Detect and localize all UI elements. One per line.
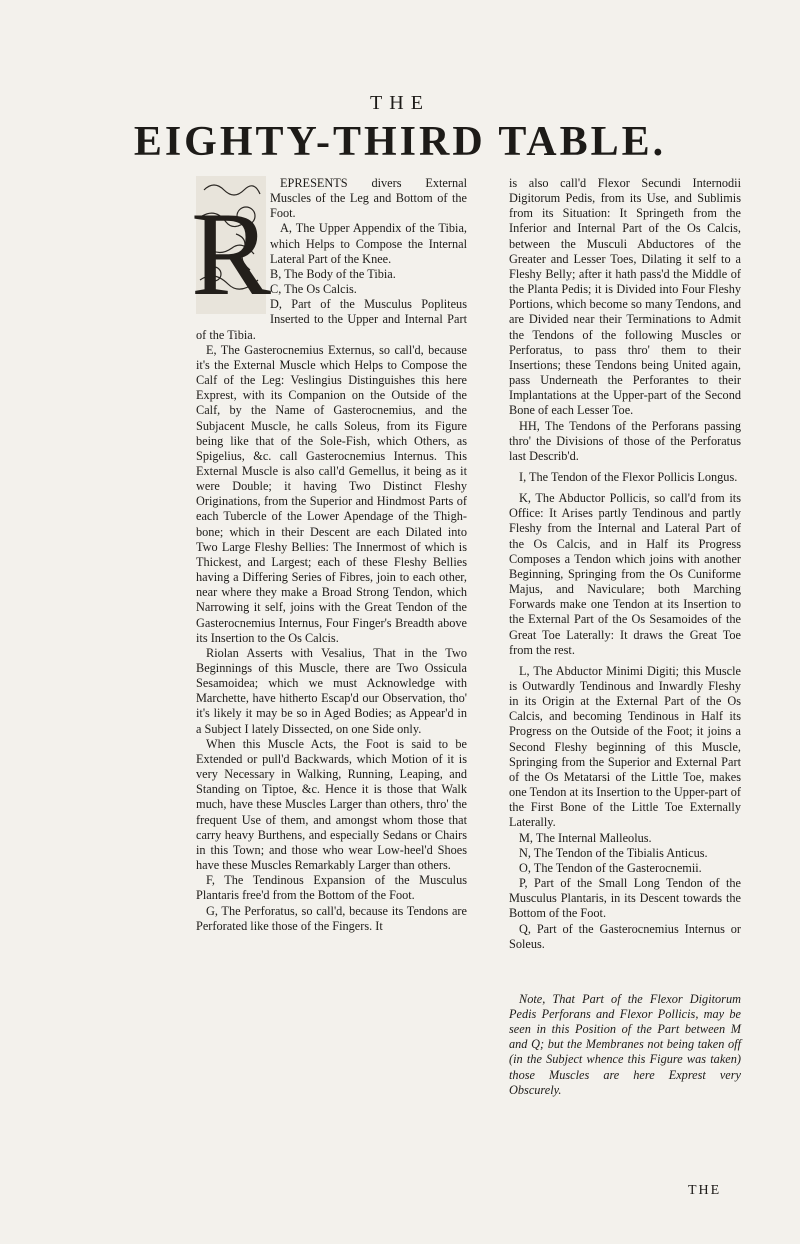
note-paragraph: Note, That Part of the Flexor Digitorum Pedis Perforans and Flexor Pollicis, may be seen in this Position of the Part between M and Q; but the Membranes not being taken off (in the Subject whence this Figure was taken) those Muscles are here Exprest very Obscurely.	[509, 991, 741, 1097]
paragraph: L, The Abductor Minimi Digiti; this Muscle is Outwardly Tendinous and Inwardly Fleshy in its Origin at the External Part of the Os Calcis, and becoming Tendinous in Half its Progress on the Outside of the Foot; it joins a Second Fleshy beginning of this Muscle, Springing from the Superior and External Part of the Os Metatarsi of the Little Toe, makes one Tendon at its Insertion to the Upper-part of the First Bone of the Little Toe Externally Laterally.	[509, 663, 741, 830]
paragraph: N, The Tendon of the Tibialis Anticus.	[519, 845, 708, 860]
paragraph: K, The Abductor Pollicis, so call'd from its Office: It Arises partly Tendinous and partly Fleshy from the Internal and Lateral Part of the Os Calcis, and in Half its Progress Composes a Tendon which joins with another Beginning, Springing from the Os Cuniforme Majus, and Naviculare; both Marching Forwards make one Tendon at its Insertion to the External Part of the Os Sesamoides of the Great Toe Laterally: It draws the Great Toe from the rest.	[509, 491, 741, 657]
paragraph: HH, The Tendons of the Perforans passing thro' the Divisions of those of the Perforatus last Describ'd.	[509, 418, 741, 463]
paragraph: C, The Os Calcis.	[270, 282, 357, 297]
paragraph: E, The Gasterocnemius Externus, so call'd, because it's the External Muscle which Helps to Compose the Calf of the Leg: Veslingius Distinguishes this here Exprest, with its Companion on the Outside of the Calf, by the Name of Gasterocnemius, and the Subjacent Muscle, he calls Soleus, from its Figure being like that of the Sole-Fish, which Others, as Spigelius, &c. call Gasterocnemius Internus. This External Muscle is also call'd Gemellus, it being as it were Double; it having Two Distinct Fleshy Originations, from the Superior and Hindmost Parts of each Tubercle of the Lower Apendage of the Thigh-bone; which in their Descent are each Dilated into Two Large Fleshy Bellies: The Innermost of which is Thickest, and Largest; each of these Fleshy Bellies having a Differing Series of Fibres, join to each other, near where they make a Broad Strong Tendon, which Narrowing it self, joins with the Great Tendon of the Gasterocnemius Internus, Four Finger's Breadth above its Insertion to the Os Calcis.	[196, 342, 467, 645]
paragraph: D, Part of the Musculus Popliteus Inserted to the Upper and Internal Part of the Tibia.	[196, 297, 467, 342]
paragraph: is also call'd Flexor Secundi Internodii Digitorum Pedis, from its Use, and Sublimis from its Situation: It Springeth from the Inferior and Internal Part of the Os Calcis, between the Musculi Abductores of the Greater and Lesser Toes, Dilating it self to a Fleshy Belly; after it hath pass'd the Middle of the Planta Pedis; it is Divided into Four Fleshy Portions, which become so many Tendons, and are Divided near their Terminations to Admit the Tendons of the following Muscles or Perforatus, to pass thro' them to their Insertions; these Tendons being United again, pass Underneath the Perforantes to their Implantations at the Upper-part of the Second Bone of each Lesser Toe.	[509, 176, 741, 418]
paragraph: F, The Tendinous Expansion of the Musculus Plantaris free'd from the Bottom of the Foot.	[196, 873, 467, 903]
paragraph: O, The Tendon of the Gasterocnemii.	[519, 860, 702, 875]
paragraph: A, The Upper Appendix of the Tibia, which Helps to Compose the Internal Lateral Part of the Knee.	[270, 221, 467, 266]
paragraph: P, Part of the Small Long Tendon of the Musculus Plantaris, in its Descent towards the Bottom of the Foot.	[509, 876, 741, 921]
right-column	[509, 176, 741, 1098]
left-column	[190, 176, 467, 934]
paragraph: When this Muscle Acts, the Foot is said to be Extended or pull'd Backwards, which Motion of it is very Necessary in Walking, Running, Leaping, and Standing on Tiptoe, &c. Hence it is those that Walk much, have these Muscles Larger than others, thro' the frequent Use of them, and amongst whom those that carry heavy Burthens, and especially Sedans or Chairs in this Town; and those who wear Low-heel'd Shoes have these Muscles Remarkably Larger than others.	[196, 736, 467, 873]
catchword: THE	[688, 1183, 722, 1198]
paragraph: B, The Body of the Tibia.	[270, 266, 396, 281]
paragraph: Riolan Asserts with Vesalius, That in the Two Beginnings of this Muscle, there are Two Ossicula Sesamoidea; which we must Acknowledge with Marchette, have hitherto Escap'd our Observation, tho' it's likely it may be so in Aged Bodies; as Appear'd in a Subject I lately Dissected, on one Side only.	[196, 645, 467, 736]
ornamental-dropcap-r-icon	[190, 176, 272, 320]
paragraph: EPRESENTS divers External Muscles of the Leg and Bottom of the Foot.	[270, 176, 467, 221]
paragraph: Q, Part of the Gasterocnemius Internus or Soleus.	[509, 921, 741, 951]
paragraph: I, The Tendon of the Flexor Pollicis Longus.	[519, 469, 738, 484]
dropcap-letter: R	[190, 187, 272, 320]
paragraph: M, The Internal Malleolus.	[519, 830, 652, 845]
paragraph: G, The Perforatus, so call'd, because its Tendons are Perforated like those of the Fingers. It	[196, 903, 467, 933]
page-title: EIGHTY-THIRD TABLE.	[133, 119, 667, 165]
heading-the: THE	[370, 92, 430, 114]
